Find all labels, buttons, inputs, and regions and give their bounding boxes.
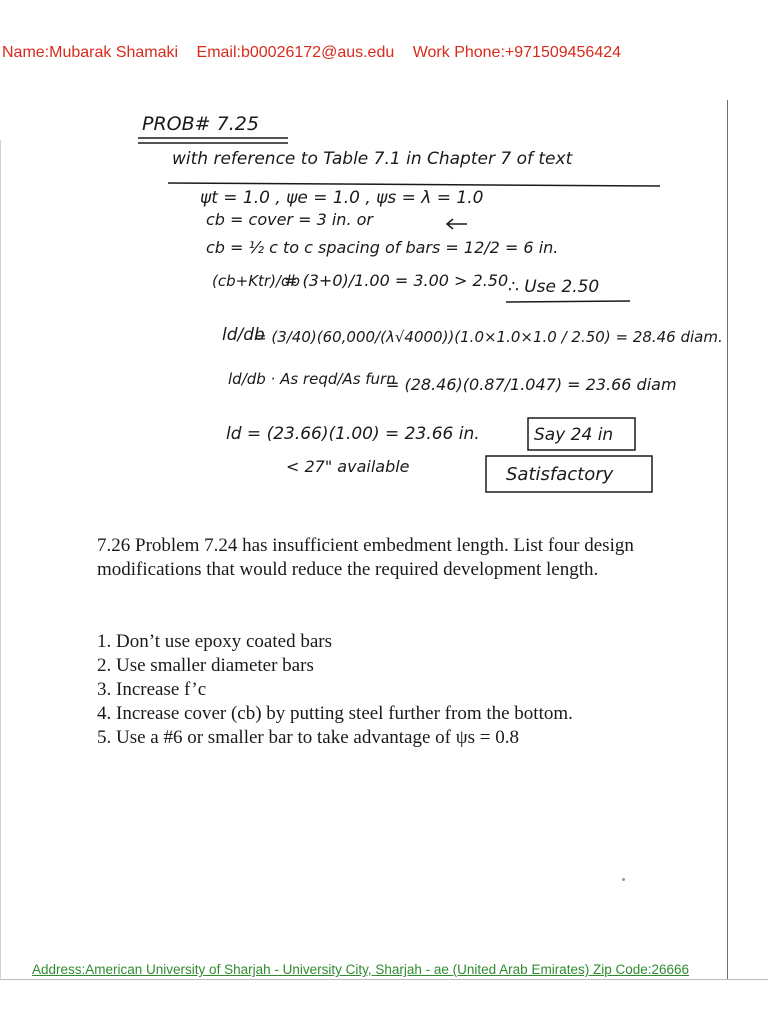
hw-reference-underline [168, 183, 660, 186]
list-item: 2. Use smaller diameter bars [97, 655, 314, 676]
header-email: Email:b00026172@aus.edu [196, 44, 395, 61]
footer-address[interactable]: Address:American University of Sharjah - University City, Sharjah - ae (United Arab Emirates) Zip Code:26666 [32, 962, 690, 977]
list-item: 5. Use a #6 or smaller bar to take advantage of ψs = 0.8 [97, 727, 520, 748]
header-name: Name:Mubarak Shamaki [2, 44, 179, 61]
hw-ratio-lhs: (cb+Ktr)/db [212, 272, 301, 290]
hw-ld-final: ld = (23.66)(1.00) = 23.66 in. [226, 424, 480, 444]
hw-ld-lhs: ld/db [222, 325, 265, 345]
hw-reference: with reference to Table 7.1 in Chapter 7 of text [172, 149, 573, 169]
header-phone: Work Phone:+971509456424 [412, 44, 622, 61]
scan-speck [622, 878, 625, 881]
hw-ratio-as-expr: = (28.46)(0.87/1.047) = 23.66 diam [386, 375, 677, 394]
hw-title: PROB# 7.25 [142, 113, 259, 135]
hw-ratio-value: = (3+0)/1.00 = 3.00 > 2.50 [284, 271, 509, 290]
footer-rule [0, 979, 768, 980]
hw-use-underline [506, 301, 630, 302]
list-item: 1. Don’t use epoxy coated bars [97, 631, 332, 652]
answer-list [97, 630, 717, 750]
problem-statement: 7.26 Problem 7.24 has insufficient embedment length. List four design modifications that would reduce the required development length. [97, 535, 634, 580]
hw-ld-expr: = (3/40)(60,000/(λ√4000))(1.0×1.0×1.0 / 2.50) = 28.46 diam. [254, 328, 723, 346]
hw-spacing: cb = ½ c to c spacing of bars = 12/2 = 6 in. [206, 238, 559, 257]
list-item: 3. Increase f’c [97, 679, 207, 700]
hw-satisfactory: Satisfactory [506, 464, 614, 485]
hw-cover: cb = cover = 3 in. or [206, 210, 373, 229]
hw-factors: ψt = 1.0 , ψe = 1.0 , ψs = λ = 1.0 [200, 188, 484, 208]
hw-use-value: ∴ Use 2.50 [508, 277, 600, 297]
list-item: 4. Increase cover (cb) by putting steel further from the bottom. [97, 703, 573, 724]
hw-available: < 27" available [286, 457, 410, 476]
hw-ratio-as-lhs: ld/db · As reqd/As furn [228, 370, 396, 388]
hw-say: Say 24 in [534, 425, 614, 445]
